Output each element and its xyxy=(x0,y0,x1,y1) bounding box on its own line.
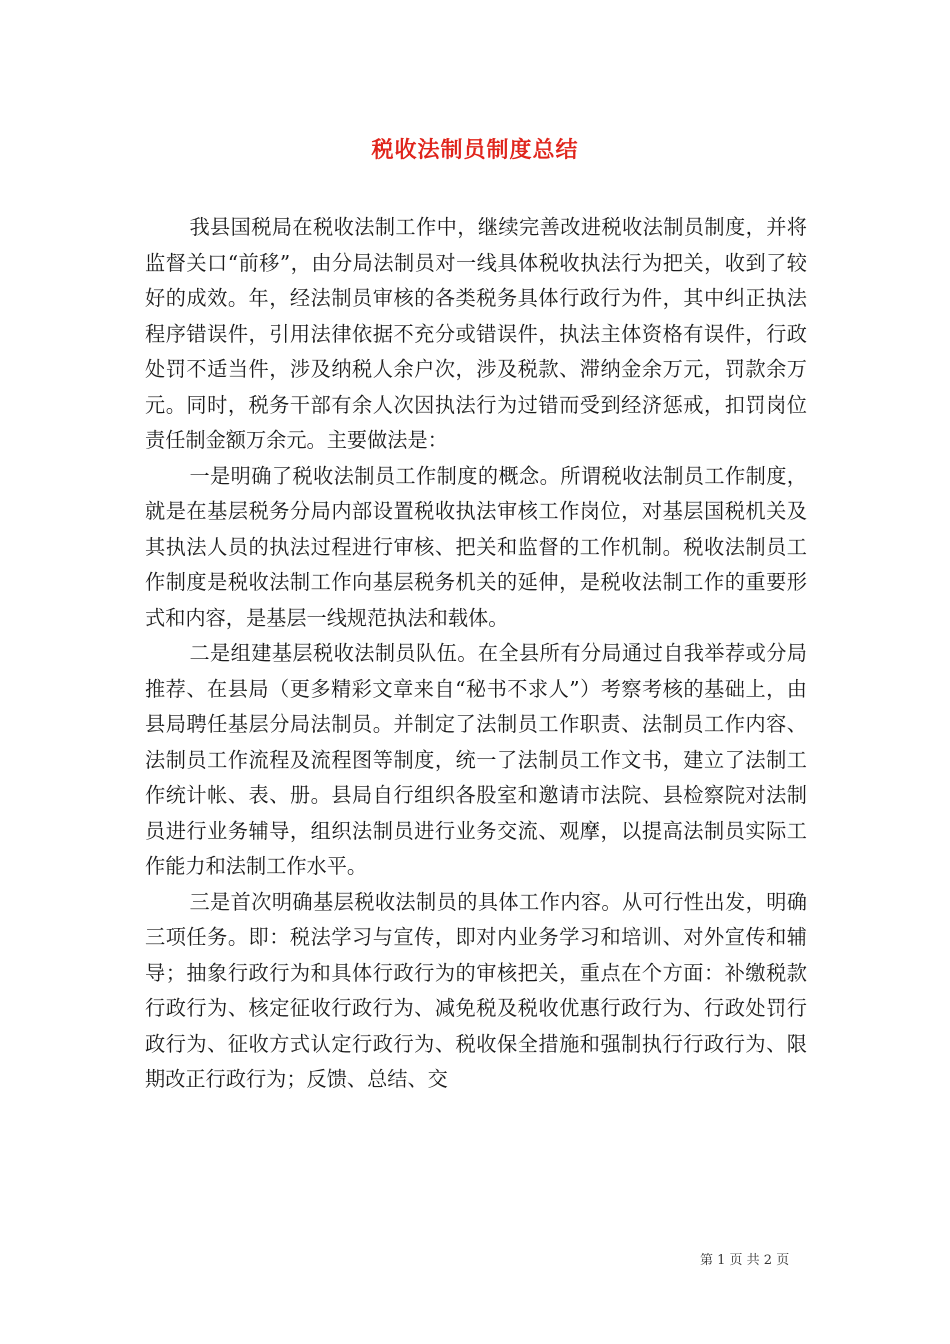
page-number: 第 1 页 共 2 页 xyxy=(700,1253,790,1268)
document-body xyxy=(145,210,807,1098)
paragraph-point-1: 一是明确了税收法制员工作制度的概念。所谓税收法制员工作制度，就是在基层税务分局内部设置税收执法审核工作岗位，对基层国税机关及其执法人员的执法过程进行审核、把关和监督的工作机制。税收法制员工作制度是税收法制工作向基层税务机关的延伸，是税收法制工作的重要形式和内容，是基层一线规范执法和载体。 xyxy=(145,463,807,630)
paragraph-intro: 我县国税局在税收法制工作中，继续完善改进税收法制员制度，并将监督关口“前移”，由分局法制员对一线具体税收执法行为把关，收到了较好的成效。年，经法制员审核的各类税务具体行政行为件，其中纠正执法程序错误件，引用法律依据不充分或错误件，执法主体资格有误件，行政处罚不适当件，涉及纳税人余户次，涉及税款、滞纳金余万元，罚款余万元。同时，税务干部有余人次因执法行为过错而受到经济惩戒，扣罚岗位责任制金额万余元。主要做法是： xyxy=(145,215,807,452)
document-title: 税收法制员制度总结 xyxy=(371,137,579,163)
paragraph-point-3: 三是首次明确基层税收法制员的具体工作内容。从可行性出发，明确三项任务。即：税法学习与宣传，即对内业务学习和培训、对外宣传和辅导；抽象行政行为和具体行政行为的审核把关，重点在个方面：补缴税款行政行为、核定征收行政行为、减免税及税收优惠行政行为、行政处罚行政行为、征收方式认定行政行为、税收保全措施和强制执行行政行为、限期改正行政行为；反馈、总结、交 xyxy=(145,889,807,1091)
paragraph-point-2: 二是组建基层税收法制员队伍。在全县所有分局通过自我举荐或分局推荐、在县局（更多精彩文章来自“秘书不求人”）考察考核的基础上，由县局聘任基层分局法制员。并制定了法制员工作职责、法制员工作内容、法制员工作流程及流程图等制度，统一了法制员工作文书，建立了法制工作统计帐、表、册。县局自行组织各股室和邀请市法院、县检察院对法制员进行业务辅导，组织法制员进行业务交流、观摩，以提高法制员实际工作能力和法制工作水平。 xyxy=(145,641,807,878)
